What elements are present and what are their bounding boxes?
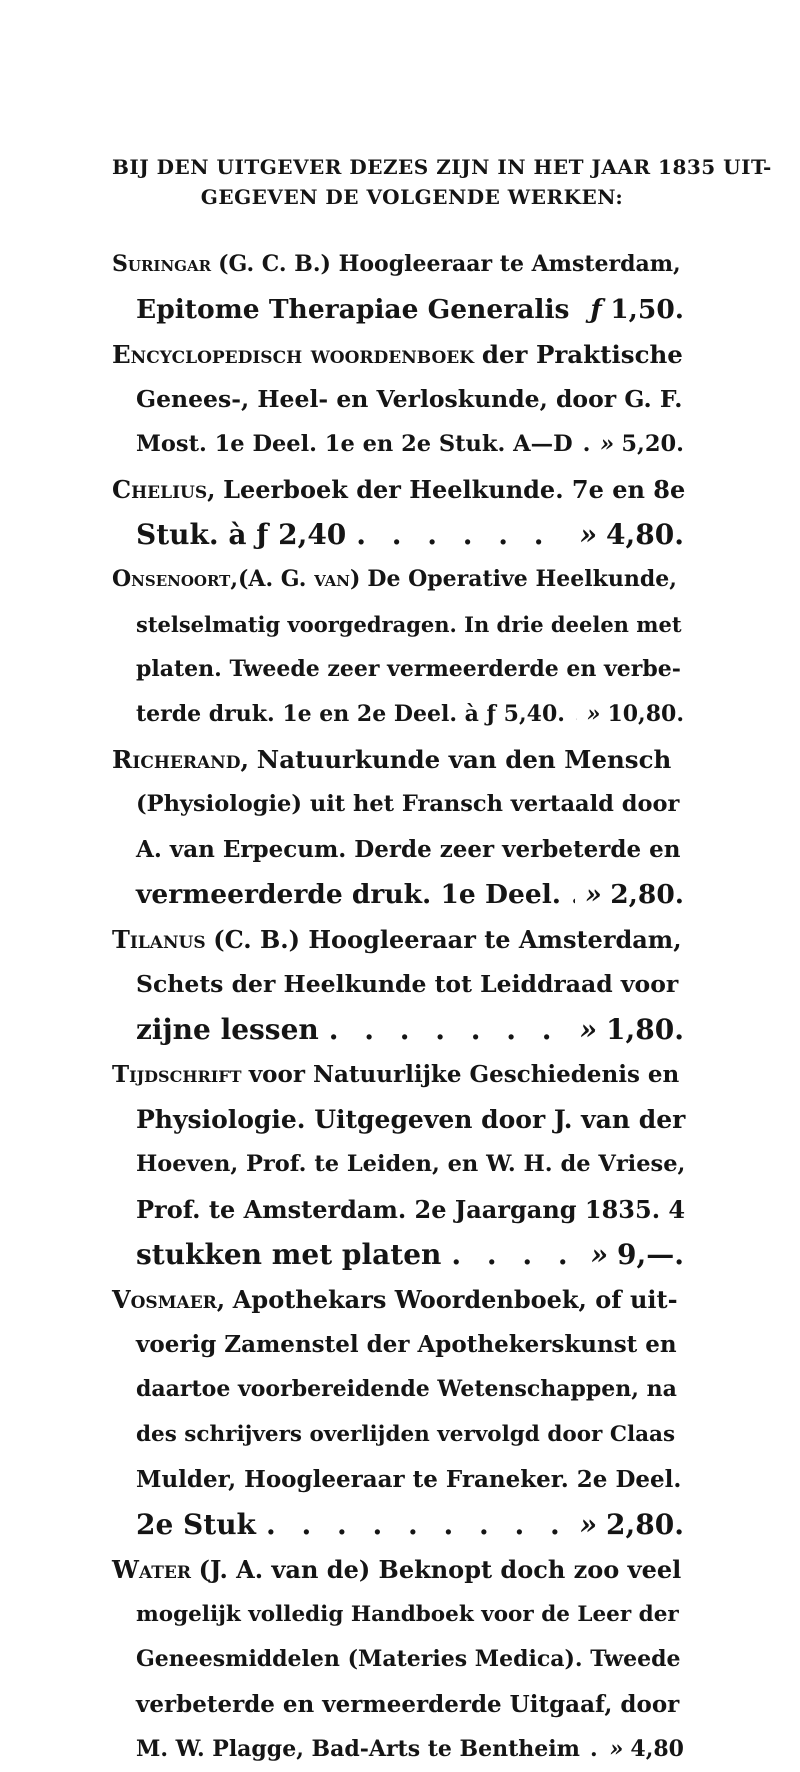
entry-text-line [112,1097,684,1142]
entry-title-start: Leerboek der Heelkunde. 7e en 8e [223,475,686,504]
entry-first-line [112,242,684,287]
entry-last-text: M. W. Plagge, Bad-Arts te Bentheim [136,1736,580,1762]
entry-currency: » [609,1736,624,1762]
entry-last-text: Most. 1e Deel. 1e en 2e Stuk. A—D [136,431,573,457]
entry-price-line [112,872,684,917]
entry-text-line [112,1637,684,1682]
entry-last-text: 2e Stuk [136,1508,256,1541]
entry-text-line [112,1412,684,1457]
entry-currency: » [586,701,601,727]
entry-price-line [112,287,684,332]
entry-text: Mulder, Hoogleeraar te Franeker. 2e Deel. [136,1466,682,1493]
dot-leader [266,1502,570,1547]
entry-text-line [112,962,684,1007]
entry-text-line [112,1142,684,1187]
entry-text-line [112,1367,684,1412]
entry-currency: » [579,518,598,551]
entry-text: Geneesmiddelen (Materies Medica). Tweede [136,1646,681,1672]
entry-currency: » [579,1013,598,1046]
book-entry [112,467,684,557]
dot-leader [356,512,569,557]
entry-price: 5,20. [621,431,684,457]
dot-leader [583,422,591,467]
entry-author: Tijdschrift [112,1061,242,1088]
entry-last-text: stukken met platen [136,1238,442,1271]
entry-text-line [112,1187,684,1232]
header-line-1: BIJ DEN UITGEVER DEZES ZIJN IN HET JAAR 1835 UIT- [112,155,772,179]
entry-text-line [112,1682,684,1727]
entry-title-start: (G. C. B.) Hoogleeraar te Amsterdam, [218,251,681,277]
entry-title-start: De Operative Heelkunde, [367,566,677,592]
entry-title-start: (C. B.) Hoogleeraar te Amsterdam, [213,925,682,954]
entry-title-start: voor Natuurlijke Geschiedenis en [248,1061,680,1088]
entry-price: 4,80. [606,518,684,551]
entry-author: Tilanus [112,925,206,954]
book-entry [112,1052,684,1277]
entry-title-start: Natuurkunde van den Mensch [256,745,672,774]
entry-currency: ƒ [590,294,602,325]
entry-author: Richerand, [112,745,249,774]
entry-title-start: (J. A. van de) Beknopt doch zoo veel [198,1555,682,1584]
entry-author: Chelius, [112,475,216,504]
book-entry [112,1547,684,1772]
entry-price: 2,80. [606,1508,684,1541]
book-entry [112,242,684,332]
entry-text-line [112,647,684,692]
entry-price: 1,80. [606,1013,684,1046]
entry-currency: » [585,879,602,910]
entry-last-text: Stuk. à ƒ 2,40 [136,518,347,551]
entry-price: 1,50. [610,294,684,325]
entry-author: Suringar [112,251,212,277]
entry-text: des schrijvers overlijden vervolgd door Claas [136,1422,676,1447]
entry-first-line [112,467,684,512]
entry-price: 2,80. [610,879,684,910]
dot-leader [329,1007,570,1052]
entry-first-line [112,1547,684,1592]
entry-title-start: Apothekars Woordenboek, of uit- [232,1285,678,1314]
entry-price: 10,80. [607,701,684,727]
entry-text: verbeterde en vermeerderde Uitgaaf, door [136,1691,680,1718]
entry-text-line [112,827,684,872]
entry-first-line [112,557,684,602]
entry-text: (Physiologie) uit het Fransch vertaald door [136,791,680,817]
entry-text: voerig Zamenstel der Apothekerskunst en [136,1331,677,1358]
entry-currency: » [579,1508,598,1541]
entry-author: Encyclopedisch woordenboek [112,340,475,369]
entry-text: stelselmatig voorgedragen. In drie deelen met [136,612,682,637]
entry-price-line [112,1727,684,1772]
entry-currency: » [600,431,615,457]
book-entry [112,737,684,917]
entry-title-start: der Praktische [481,340,683,369]
entry-price-line [112,1007,684,1052]
book-list [112,242,684,1772]
entry-price-line [112,512,684,557]
entry-first-line [112,1052,684,1097]
entry-currency: » [590,1238,609,1271]
entry-price-line [112,1502,684,1547]
entry-author: Vosmaer, [112,1285,226,1314]
entry-text: Schets der Heelkunde tot Leiddraad voor [136,970,679,998]
entry-last-text: vermeerderde druk. 1e Deel. [136,879,561,910]
entry-text-line [112,602,684,647]
dot-leader [571,872,575,917]
dot-leader [451,1232,580,1277]
book-entry [112,332,684,467]
entry-first-line [112,737,684,782]
entry-author: Onsenoort,(A. G. van) [112,566,361,592]
entry-text-line [112,1592,684,1637]
dot-leader [575,692,577,737]
entry-last-text: zijne lessen [136,1013,319,1046]
entry-text: daartoe voorbereidende Wetenschappen, na [136,1376,677,1402]
publisher-header [112,152,772,212]
entry-text: Hoeven, Prof. te Leiden, en W. H. de Vriese, [136,1151,686,1177]
entry-text-line [112,1457,684,1502]
entry-price: 9,—. [617,1238,684,1271]
entry-price: 4,80 [630,1736,684,1762]
book-entry [112,1277,684,1547]
entry-text-line [112,377,684,422]
dot-leader [579,287,580,332]
entry-price-line [112,422,684,467]
entry-first-line [112,1277,684,1322]
entry-text: platen. Tweede zeer vermeerderde en verbe- [136,656,681,682]
entry-first-line [112,917,684,962]
entry-text: mogelijk volledig Handboek voor de Leer der [136,1602,679,1627]
book-entry [112,557,684,737]
header-line-2: GEGEVEN DE VOLGENDE WERKEN: [200,185,624,209]
entry-text: A. van Erpecum. Derde zeer verbeterde en [136,836,681,863]
entry-first-line [112,332,684,377]
entry-last-text: Epitome Therapiae Generalis [136,294,570,325]
entry-price-line [112,692,684,737]
dot-leader [590,1727,600,1772]
entry-text: Genees-, Heel- en Verloskunde, door G. F. [136,385,683,413]
entry-text-line [112,1322,684,1367]
book-entry [112,917,684,1052]
entry-author: Water [112,1555,191,1584]
entry-text-line [112,782,684,827]
entry-last-text: terde druk. 1e en 2e Deel. à ƒ 5,40. [136,701,565,727]
entry-text: Physiologie. Uitgegeven door J. van der [136,1105,686,1134]
entry-price-line [112,1232,684,1277]
entry-text: Prof. te Amsterdam. 2e Jaargang 1835. 4 [136,1195,686,1224]
